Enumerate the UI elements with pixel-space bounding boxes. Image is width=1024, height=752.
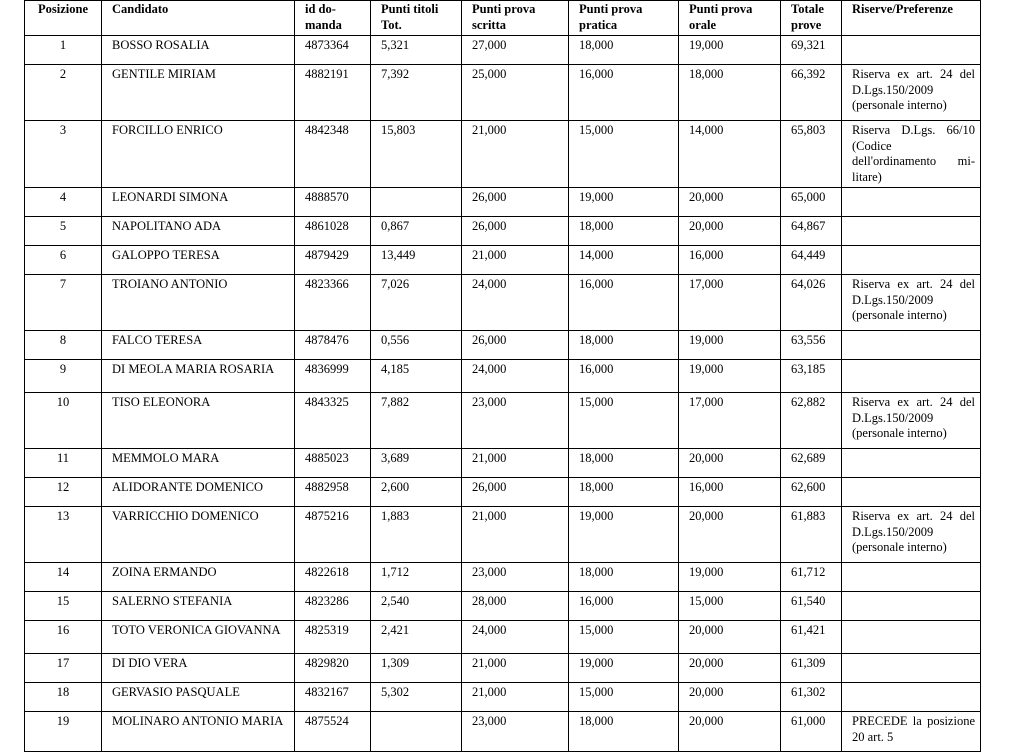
cell-posizione: 11 xyxy=(25,449,102,478)
cell-riserve: Riserva ex art. 24 del D.Lgs.150/2009 (personale interno) xyxy=(842,507,981,563)
cell-id-domanda: 4879429 xyxy=(295,246,371,275)
cell-candidato: VARRICCHIO DOMENICO xyxy=(102,507,295,563)
cell-riserve: Riserva D.Lgs. 66/10 (Codice dell'ordinamento militare) xyxy=(842,121,981,188)
cell-riserve xyxy=(842,592,981,621)
cell-punti-titoli: 2,421 xyxy=(371,621,462,654)
cell-punti-titoli: 7,392 xyxy=(371,65,462,121)
cell-totale: 64,867 xyxy=(781,217,842,246)
cell-punti-orale: 16,000 xyxy=(679,478,781,507)
cell-id-domanda: 4885023 xyxy=(295,449,371,478)
cell-punti-pratica: 16,000 xyxy=(569,592,679,621)
cell-totale: 61,309 xyxy=(781,654,842,683)
table-row xyxy=(25,478,981,507)
cell-punti-titoli: 7,882 xyxy=(371,393,462,449)
cell-posizione: 12 xyxy=(25,478,102,507)
cell-punti-scritta: 26,000 xyxy=(462,478,569,507)
cell-punti-pratica: 18,000 xyxy=(569,217,679,246)
cell-punti-pratica: 15,000 xyxy=(569,121,679,188)
cell-id-domanda: 4823286 xyxy=(295,592,371,621)
cell-punti-pratica: 18,000 xyxy=(569,449,679,478)
cell-punti-titoli: 5,321 xyxy=(371,36,462,65)
table-row xyxy=(25,188,981,217)
cell-candidato: DI DIO VERA xyxy=(102,654,295,683)
cell-posizione: 13 xyxy=(25,507,102,563)
cell-id-domanda: 4823366 xyxy=(295,275,371,331)
cell-candidato: DI MEOLA MARIA ROSARIA xyxy=(102,360,295,393)
cell-posizione: 6 xyxy=(25,246,102,275)
cell-riserve xyxy=(842,683,981,712)
cell-totale: 61,000 xyxy=(781,712,842,752)
cell-totale: 65,000 xyxy=(781,188,842,217)
cell-posizione: 9 xyxy=(25,360,102,393)
cell-punti-scritta: 27,000 xyxy=(462,36,569,65)
cell-riserve xyxy=(842,331,981,360)
cell-punti-pratica: 15,000 xyxy=(569,621,679,654)
cell-punti-titoli: 2,600 xyxy=(371,478,462,507)
cell-punti-orale: 15,000 xyxy=(679,592,781,621)
cell-posizione: 7 xyxy=(25,275,102,331)
table-row xyxy=(25,654,981,683)
cell-totale: 61,540 xyxy=(781,592,842,621)
cell-id-domanda: 4843325 xyxy=(295,393,371,449)
cell-punti-scritta: 21,000 xyxy=(462,449,569,478)
cell-posizione: 14 xyxy=(25,563,102,592)
cell-punti-titoli: 5,302 xyxy=(371,683,462,712)
col-header-punti-orale: Punti prova orale xyxy=(679,1,781,36)
cell-punti-pratica: 19,000 xyxy=(569,654,679,683)
cell-punti-pratica: 18,000 xyxy=(569,36,679,65)
cell-punti-scritta: 21,000 xyxy=(462,121,569,188)
cell-punti-titoli xyxy=(371,712,462,752)
cell-punti-titoli: 0,556 xyxy=(371,331,462,360)
col-header-punti-titoli: Punti titoli Tot. xyxy=(371,1,462,36)
cell-totale: 61,883 xyxy=(781,507,842,563)
cell-totale: 66,392 xyxy=(781,65,842,121)
cell-punti-pratica: 16,000 xyxy=(569,275,679,331)
cell-punti-pratica: 14,000 xyxy=(569,246,679,275)
cell-punti-scritta: 21,000 xyxy=(462,683,569,712)
cell-id-domanda: 4888570 xyxy=(295,188,371,217)
cell-candidato: FORCILLO ENRICO xyxy=(102,121,295,188)
cell-punti-orale: 20,000 xyxy=(679,621,781,654)
cell-punti-titoli: 2,540 xyxy=(371,592,462,621)
cell-riserve xyxy=(842,217,981,246)
cell-punti-titoli: 1,712 xyxy=(371,563,462,592)
table-row xyxy=(25,275,981,331)
cell-punti-titoli: 1,309 xyxy=(371,654,462,683)
cell-punti-scritta: 21,000 xyxy=(462,507,569,563)
cell-punti-pratica: 15,000 xyxy=(569,683,679,712)
cell-punti-pratica: 16,000 xyxy=(569,65,679,121)
cell-candidato: TROIANO ANTONIO xyxy=(102,275,295,331)
cell-punti-orale: 20,000 xyxy=(679,188,781,217)
cell-riserve xyxy=(842,478,981,507)
cell-punti-pratica: 18,000 xyxy=(569,331,679,360)
cell-punti-orale: 19,000 xyxy=(679,563,781,592)
cell-punti-orale: 17,000 xyxy=(679,393,781,449)
col-header-punti-scritta: Punti prova scritta xyxy=(462,1,569,36)
cell-totale: 62,689 xyxy=(781,449,842,478)
cell-punti-pratica: 18,000 xyxy=(569,478,679,507)
cell-punti-orale: 19,000 xyxy=(679,331,781,360)
cell-punti-pratica: 19,000 xyxy=(569,188,679,217)
col-header-totale: Totale prove xyxy=(781,1,842,36)
cell-id-domanda: 4861028 xyxy=(295,217,371,246)
cell-posizione: 2 xyxy=(25,65,102,121)
cell-riserve xyxy=(842,654,981,683)
cell-punti-scritta: 26,000 xyxy=(462,217,569,246)
cell-riserve: PRECEDE la posizione 20 art. 5 xyxy=(842,712,981,752)
cell-id-domanda: 4873364 xyxy=(295,36,371,65)
cell-riserve: Riserva ex art. 24 del D.Lgs.150/2009 (personale interno) xyxy=(842,65,981,121)
cell-riserve xyxy=(842,563,981,592)
cell-posizione: 1 xyxy=(25,36,102,65)
cell-punti-scritta: 26,000 xyxy=(462,331,569,360)
cell-candidato: GALOPPO TERESA xyxy=(102,246,295,275)
cell-punti-pratica: 18,000 xyxy=(569,563,679,592)
cell-posizione: 10 xyxy=(25,393,102,449)
cell-punti-scritta: 24,000 xyxy=(462,621,569,654)
cell-posizione: 16 xyxy=(25,621,102,654)
cell-punti-scritta: 23,000 xyxy=(462,712,569,752)
table-row xyxy=(25,393,981,449)
cell-punti-scritta: 23,000 xyxy=(462,393,569,449)
cell-candidato: MOLINARO ANTONIO MARIA xyxy=(102,712,295,752)
cell-totale: 62,600 xyxy=(781,478,842,507)
cell-candidato: SALERNO STEFANIA xyxy=(102,592,295,621)
cell-punti-scritta: 24,000 xyxy=(462,275,569,331)
table-row xyxy=(25,592,981,621)
cell-candidato: GENTILE MIRIAM xyxy=(102,65,295,121)
cell-totale: 63,556 xyxy=(781,331,842,360)
cell-riserve xyxy=(842,36,981,65)
cell-id-domanda: 4875524 xyxy=(295,712,371,752)
cell-punti-titoli: 3,689 xyxy=(371,449,462,478)
cell-riserve: Riserva ex art. 24 del D.Lgs.150/2009 (personale interno) xyxy=(842,275,981,331)
cell-posizione: 17 xyxy=(25,654,102,683)
cell-totale: 62,882 xyxy=(781,393,842,449)
cell-riserve xyxy=(842,360,981,393)
table-row xyxy=(25,507,981,563)
cell-punti-orale: 20,000 xyxy=(679,654,781,683)
cell-posizione: 19 xyxy=(25,712,102,752)
cell-candidato: TISO ELEONORA xyxy=(102,393,295,449)
graduatoria-table xyxy=(24,0,981,752)
cell-id-domanda: 4836999 xyxy=(295,360,371,393)
table-row xyxy=(25,563,981,592)
cell-punti-scritta: 26,000 xyxy=(462,188,569,217)
cell-id-domanda: 4842348 xyxy=(295,121,371,188)
cell-candidato: TOTO VERONICA GIOVANNA xyxy=(102,621,295,654)
cell-punti-orale: 14,000 xyxy=(679,121,781,188)
cell-punti-pratica: 16,000 xyxy=(569,360,679,393)
table-row xyxy=(25,331,981,360)
cell-candidato: GERVASIO PASQUALE xyxy=(102,683,295,712)
cell-id-domanda: 4825319 xyxy=(295,621,371,654)
cell-id-domanda: 4878476 xyxy=(295,331,371,360)
cell-punti-orale: 20,000 xyxy=(679,507,781,563)
table-row xyxy=(25,712,981,752)
cell-riserve xyxy=(842,621,981,654)
graduatoria-table-container xyxy=(24,0,980,752)
cell-punti-pratica: 18,000 xyxy=(569,712,679,752)
cell-punti-orale: 20,000 xyxy=(679,712,781,752)
cell-id-domanda: 4829820 xyxy=(295,654,371,683)
cell-punti-pratica: 19,000 xyxy=(569,507,679,563)
cell-punti-titoli: 4,185 xyxy=(371,360,462,393)
cell-punti-orale: 20,000 xyxy=(679,449,781,478)
cell-punti-titoli: 1,883 xyxy=(371,507,462,563)
col-header-posizione: Posizione xyxy=(25,1,102,36)
table-body xyxy=(25,36,981,752)
cell-posizione: 8 xyxy=(25,331,102,360)
cell-punti-titoli: 15,803 xyxy=(371,121,462,188)
cell-riserve xyxy=(842,188,981,217)
cell-punti-orale: 19,000 xyxy=(679,360,781,393)
cell-punti-orale: 17,000 xyxy=(679,275,781,331)
cell-id-domanda: 4882191 xyxy=(295,65,371,121)
cell-candidato: ZOINA ERMANDO xyxy=(102,563,295,592)
cell-punti-orale: 16,000 xyxy=(679,246,781,275)
col-header-punti-pratica: Punti prova pratica xyxy=(569,1,679,36)
cell-totale: 64,026 xyxy=(781,275,842,331)
cell-candidato: LEONARDI SIMONA xyxy=(102,188,295,217)
cell-punti-scritta: 28,000 xyxy=(462,592,569,621)
cell-totale: 65,803 xyxy=(781,121,842,188)
cell-totale: 64,449 xyxy=(781,246,842,275)
cell-posizione: 5 xyxy=(25,217,102,246)
cell-punti-scritta: 21,000 xyxy=(462,246,569,275)
cell-punti-orale: 19,000 xyxy=(679,36,781,65)
cell-totale: 63,185 xyxy=(781,360,842,393)
cell-punti-titoli xyxy=(371,188,462,217)
cell-punti-scritta: 24,000 xyxy=(462,360,569,393)
cell-posizione: 4 xyxy=(25,188,102,217)
cell-totale: 61,712 xyxy=(781,563,842,592)
cell-id-domanda: 4882958 xyxy=(295,478,371,507)
cell-riserve xyxy=(842,449,981,478)
table-row xyxy=(25,65,981,121)
cell-posizione: 3 xyxy=(25,121,102,188)
cell-punti-titoli: 0,867 xyxy=(371,217,462,246)
cell-riserve: Riserva ex art. 24 del D.Lgs.150/2009 (personale interno) xyxy=(842,393,981,449)
cell-id-domanda: 4875216 xyxy=(295,507,371,563)
cell-id-domanda: 4832167 xyxy=(295,683,371,712)
col-header-id-domanda: id do- manda xyxy=(295,1,371,36)
cell-candidato: MEMMOLO MARA xyxy=(102,449,295,478)
cell-punti-titoli: 7,026 xyxy=(371,275,462,331)
cell-punti-orale: 20,000 xyxy=(679,217,781,246)
col-header-candidato: Candidato xyxy=(102,1,295,36)
table-row xyxy=(25,121,981,188)
cell-candidato: ALIDORANTE DOMENICO xyxy=(102,478,295,507)
table-row xyxy=(25,683,981,712)
cell-id-domanda: 4822618 xyxy=(295,563,371,592)
cell-candidato: NAPOLITANO ADA xyxy=(102,217,295,246)
cell-candidato: BOSSO ROSALIA xyxy=(102,36,295,65)
table-row xyxy=(25,449,981,478)
cell-totale: 61,421 xyxy=(781,621,842,654)
cell-totale: 69,321 xyxy=(781,36,842,65)
table-row xyxy=(25,621,981,654)
cell-punti-scritta: 21,000 xyxy=(462,654,569,683)
table-row xyxy=(25,36,981,65)
cell-punti-pratica: 15,000 xyxy=(569,393,679,449)
cell-candidato: FALCO TERESA xyxy=(102,331,295,360)
header-row xyxy=(25,1,981,36)
cell-punti-orale: 18,000 xyxy=(679,65,781,121)
cell-punti-scritta: 23,000 xyxy=(462,563,569,592)
table-row xyxy=(25,360,981,393)
table-row xyxy=(25,217,981,246)
cell-posizione: 18 xyxy=(25,683,102,712)
cell-posizione: 15 xyxy=(25,592,102,621)
cell-punti-scritta: 25,000 xyxy=(462,65,569,121)
table-row xyxy=(25,246,981,275)
cell-punti-orale: 20,000 xyxy=(679,683,781,712)
cell-totale: 61,302 xyxy=(781,683,842,712)
cell-punti-titoli: 13,449 xyxy=(371,246,462,275)
col-header-riserve: Riserve/Preferenze xyxy=(842,1,981,36)
cell-riserve xyxy=(842,246,981,275)
